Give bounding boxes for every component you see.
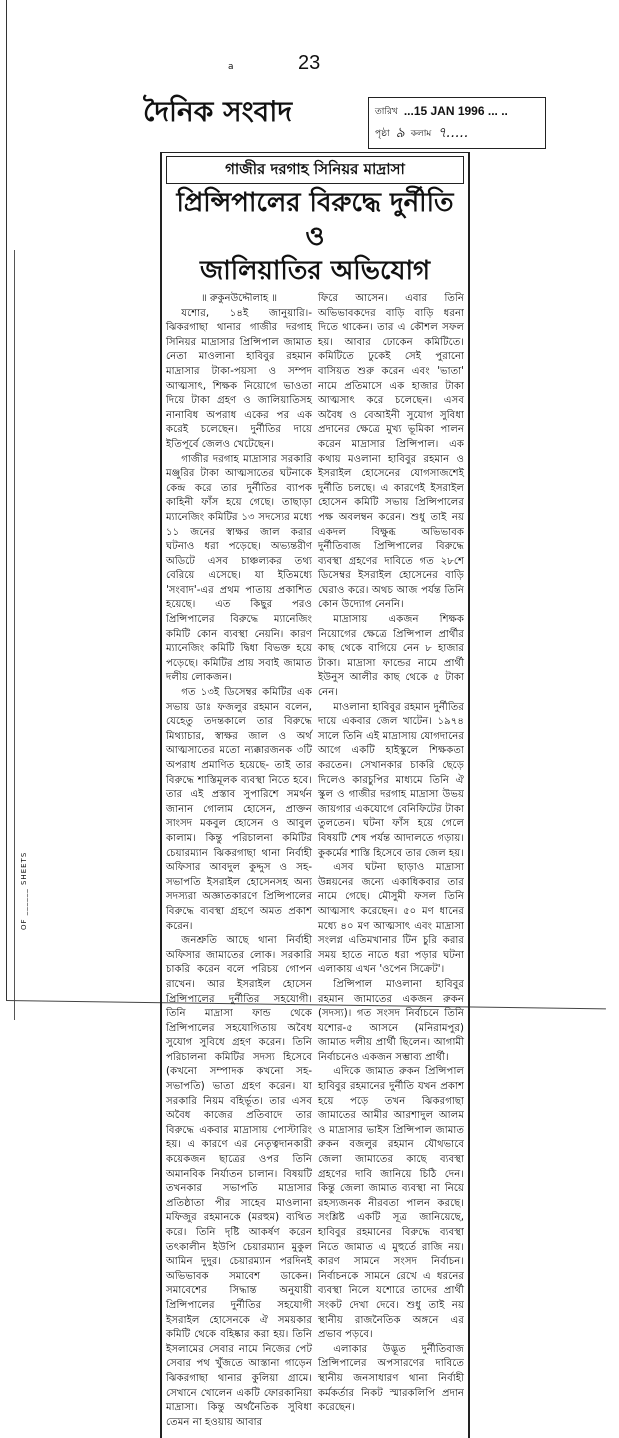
clipping-sheet-fold — [14, 250, 15, 1020]
page-number: 23 — [298, 52, 321, 74]
paragraph: মাওলানা হাবিবুর রহমান দুর্নীতির দায়ে একবার জেল খাটেন। ১৯৭৪ সালে তিনি এই মাদ্রাসায় যোগদানের আগে একটি হাইস্কুলে শিক্ষকতা করতেন। সেখানকার চাকরি ছেড়ে দিলেও কারচুপির মাধ্যমে তিনি ঐ স্কুল ও গাজীর দরগাহ মাদ্রাসা উভয় জায়গার একযোগে বেনিফিটের টাকা তুলতেন। ঘটনা ফাঁস হয়ে গেলে বিষয়টি শেষ পর্যন্ত আদালতে গড়ায়। কুকর্মের শাস্তি হিসেবে তার জেল হয়। — [318, 701, 464, 859]
paragraph: গত ১৩ই ডিসেম্বর কমিটির এক সভায় ডাঃ ফজলুর রহমান বলেন, যেহেতু তদন্তকালে তার বিরুদ্ধে মিথ্যাচার, স্বাক্ষর জাল ও অর্থ আত্মসাতের মতো ন্যক্কারজনক ৩টি অপরাধ প্রমাণিত হয়েছে- তাই তার বিরুদ্ধে শাস্তিমূলক ব্যবস্থা নিতে হবে। তার এই প্রস্তাব সুপারিশে সমর্থন জানান গোলাম হোসেন, প্রাক্তন সাংসদ মকবুল হোসেন ও আবুল কালাম। কিন্তু পরিচালনা কমিটির চেয়ারম্যান ঝিকরগাছা থানা নির্বাহী অফিসার আবদুল কুদ্দুস ও সহ-সভাপতি ইসরাইল হোসেনসহ অন্য সদস্যরা অজ্ঞাতকারণে প্রিন্সিপালের বিরুদ্ধে ব্যবস্থা গ্রহণে অমত প্রকাশ করেন। — [166, 687, 312, 932]
clipping-sheet-edge — [6, 0, 7, 1000]
page-mark: a — [228, 62, 234, 72]
column-value: ৭..... — [437, 125, 469, 141]
headline-line-2: জালিয়াতির অভিযোগ — [199, 256, 431, 286]
paragraph: গাজীর দরগাহ মাদ্রাসার সরকারি মঞ্জুরির টাকা আত্মসাতের ঘটনাকে কেন্দ্র করে তার দুর্নীতির ব্যাপক কাহিনী ফাঁস হয়ে গেছে। তাছাড়া ম্যানেজিং কমিটির ১৩ সদস্যের মধ্যে ১১ জনের স্বাক্ষর জাল করার ঘটনাও ধরা পড়েছে। অভ্যন্তরীণ অডিটে এসব চাঞ্চল্যকর তথ্য বেরিয়ে এসেছে। যা ইতিমধ্যে 'সংবাদ'-এর প্রথম পাতায় প্রকাশিত হয়েছে। এত কিছুর পরও প্রিন্সিপালের বিরুদ্ধে ম্যানেজিং কমিটি কোন ব্যবস্থা নেয়নি। কারণ ম্যানেজিং কমিটি দ্বিধা বিভক্ত হয়ে পড়েছে। কমিটির প্রায় সবাই জামাত দলীয় লোকজন। — [166, 453, 312, 684]
byline: ॥ রুকুনউদ্দৌলাহ ॥ — [201, 293, 277, 304]
headline-line-1: প্রিন্সিপালের বিরুদ্ধে দুর্নীতি ও — [176, 188, 454, 252]
article-body — [166, 292, 464, 1430]
paragraph: মাদ্রাসায় একজন শিক্ষক নিয়োগের ক্ষেত্রে প্রিন্সিপাল প্রার্থীর কাছ থেকে বাগিয়ে নেন ৮ হাজার টাকা। মাদ্রাসা ফান্ডের নামে প্রার্থী ইউনুস আলীর কাছ থেকে ৫ টাকা নেন। — [318, 614, 464, 699]
paragraph: জনশ্রুতি আছে থানা নির্বাহী অফিসার জামাতের লোক। সরকারি চাকরি করেন বলে পরিচয় গোপন রাখেন। আর ইসরাইল হোসেন প্রিন্সিপালের দুর্নীতির সহযোগী। তিনি মাদ্রাসা ফান্ড থেকে প্রিন্সিপালের সহযোগিতায় অবৈধ সুযোগ সুবিধে গ্রহণ করেন। তিনি পরিচালনা কমিটির সদস্য হিসেবে (কখনো সম্পাদক কখনো সহ-সভাপতি) ভাতা গ্রহণ করেন। যা সরকারি নিয়ম বহির্ভূত। তার এসব অবৈধ কাজের প্রতিবাদে তার বিরুদ্ধে একবার মাদ্রাসায় পোস্টারিং হয়। এ কারণে এর নেতৃত্বদানকারী কয়েকজন ছাত্রের ওপর তিনি অমানবিক নির্যাতন চালান। বিষয়টি তখনকার সভাপতি মাদ্রাসার প্রতিষ্ঠাতা পীর সাহেব মাওলানা মফিজুর রহমানকে (মরহুম) ব্যথিত করে। তিনি দৃষ্টি আকর্ষণ করেন তৎকালীন ইউপি চেয়ারম্যান মুকুল আমিন দুদুর। চেয়ারম্যান পরদিনই অভিভাবক সমাবেশ ডাকেন। সমাবেশের সিদ্ধান্ত অনুযায়ী প্রিন্সিপালের দুর্নীতির সহযোগী ইসরাইল হোসেনকে ঐ সময়কার কমিটি থেকে বহিষ্কার করা হয়। তিনি ইসলামের সেবার নামে নিজের পেট সেবার পথ খুঁজতে আস্তানা গাড়েন ঝিকরগাছা থানার কুলিয়া গ্রামে। সেখানে খোলেন একটি ফোরকানিয়া মাদ্রাসা। কিন্তু অর্থনৈতিক সুবিধা তেমন না হওয়ায় আবার — [166, 935, 312, 1428]
date-label: তারিখ — [375, 106, 398, 117]
paragraph: প্রিন্সিপাল মাওলানা হাবিবুর রহমান জামাতের একজন রুকন (সদস্য)। গত সংসদ নির্বাচনে তিনি যশোর-৫ আসনে (মনিরামপুর) জামাত দলীয় প্রার্থী ছিলেন। আগামী নির্বাচনেও একজন সম্ভাব্য প্রার্থী। — [318, 978, 464, 1063]
paragraph: যশোর, ১৪ই জানুয়ারি।- ঝিকরগাছা থানার গাজীর দরগাহ সিনিয়র মাদ্রাসার প্রিন্সিপাল জামাত নেতা মাওলানা হাবিবুর রহমান মাদ্রাসার টাকা-পয়সা ও সম্পদ আত্মসাৎ, শিক্ষক নিয়োগে ভাওতা দিয়ে টাকা গ্রহণ ও জালিয়াতিসহ নানাবিধ অপরাধ একের পর এক করেই চলেছেন। দুর্নীতির দায়ে ইতিপূর্বে জেলও খেটেছেন। — [166, 307, 312, 450]
paragraph: এলাকার উদ্ভূত দুর্নীতিবাজ প্রিন্সিপালের অপসারণের দাবিতে স্থানীয় জনসাধারণ থানা নির্বাহী কর্মকর্তার নিকট স্মারকলিপি প্রদান করেছেন। — [318, 1343, 464, 1414]
date-value: ...15 JAN 1996 ... .. — [403, 104, 508, 118]
news-article — [160, 152, 470, 1438]
page-value: ৯ — [395, 125, 405, 141]
paragraph: ফিরে আসেন। এবার তিনি অভিভাবকদের বাড়ি বাড়ি ধরনা দিতে থাকেন। তার এ কৌশল সফল হয়। আবার ঢোকেন কমিটিতে। কমিটিতে ঢুকেই সেই পুরানো বাসিয়ত শুরু করেন এবং 'ভাতা' নামে প্রতিমাসে এক হাজার টাকা আত্মসাৎ করে চলেছেন। এসব অবৈধ ও বেআইনী সুযোগ সুবিধা প্রদানের ক্ষেত্রে মুখ্য ভূমিকা পালন করেন মাদ্রাসার প্রিন্সিপাল। এক কথায় মওলানা হাবিবুর রহমান ও ইসরাইল হোসেনের যোগসাজশেই দুর্নীতি চলছে। এ কারণেই ইসরাইল হোসেন কমিটি সভায় প্রিন্সিপালের পক্ষ অবলম্বন করেন। শুধু তাই নয় একদল বিক্ষুব্ধ অভিভাবক দুর্নীতিবাজ প্রিন্সিপালের বিরুদ্ধে ব্যবস্থা গ্রহণের দাবিতে গত ২৮শে ডিসেম্বর ইসরাইল হোসেনের বাড়ি ঘেরাও করে। অথচ আজ পর্যন্ত তিনি কোন উদ্যোগ নেননি। — [318, 293, 464, 611]
right-column — [318, 292, 464, 1416]
left-column — [166, 292, 312, 1430]
page-label: পৃষ্ঠা — [375, 128, 390, 139]
newspaper-masthead: দৈনিক সংবাদ — [143, 95, 293, 128]
article-kicker: গাজীর দরগাহ সিনিয়র মাদ্রাসা — [166, 156, 464, 184]
column-label: কলাম — [410, 128, 432, 139]
date-stamp-box — [368, 97, 546, 149]
paragraph: এদিকে জামাত রুকন প্রিন্সিপাল হাবিবুর রহমানের দুর্নীতি যখন প্রকাশ হয়ে পড়ে তখন ঝিকরগাছা জামাতের আমীর আরশাদুল আলম ও মাদ্রাসার ভাইস প্রিন্সিপাল জামাত রুকন বজলুর রহমান যৌথভাবে জেলা জামাতের কাছে ব্যবস্থা গ্রহণের দাবি জানিয়ে চিঠি দেন। কিন্তু জেলা জামাত ব্যবস্থা না নিয়ে রহস্যজনক নীরবতা পালন করছে। সংশ্লিষ্ট একটি সূত্র জানিয়েছে, হাবিবুর রহমানের বিরুদ্ধে ব্যবস্থা নিতে জামাত এ মুহুর্তে রাজি নয়। কারণ সামনে সংসদ নির্বাচন। নির্বাচনকে সামনে রেখে এ ধরনের ব্যবস্থা নিলে যশোরে তাদের প্রার্থী সংকট দেখা দেবে। শুধু তাই নয় স্থানীয় রাজনৈতিক অঙ্গনে এর প্রভাব পড়বে। — [318, 1066, 464, 1341]
article-headline — [166, 186, 464, 288]
margin-note: OF ______ SHEETS — [20, 851, 28, 930]
paragraph: এসব ঘটনা ছাড়াও মাদ্রাসা উন্নয়নের জন্যে একাধিকবার তার নামে গেছে। মৌসুমী ফসল তিনি আত্মসাৎ করেছেন। ৫০ মণ ধানের মধ্যে ৪০ মণ আত্মসাৎ এবং মাদ্রাসা সংলগ্ন এতিমখানার টিন চুরি করার সময় হাতে নাতে ধরা পড়ার ঘটনা এলাকায় এখন 'ওপেন সিক্রেট'। — [318, 862, 464, 976]
